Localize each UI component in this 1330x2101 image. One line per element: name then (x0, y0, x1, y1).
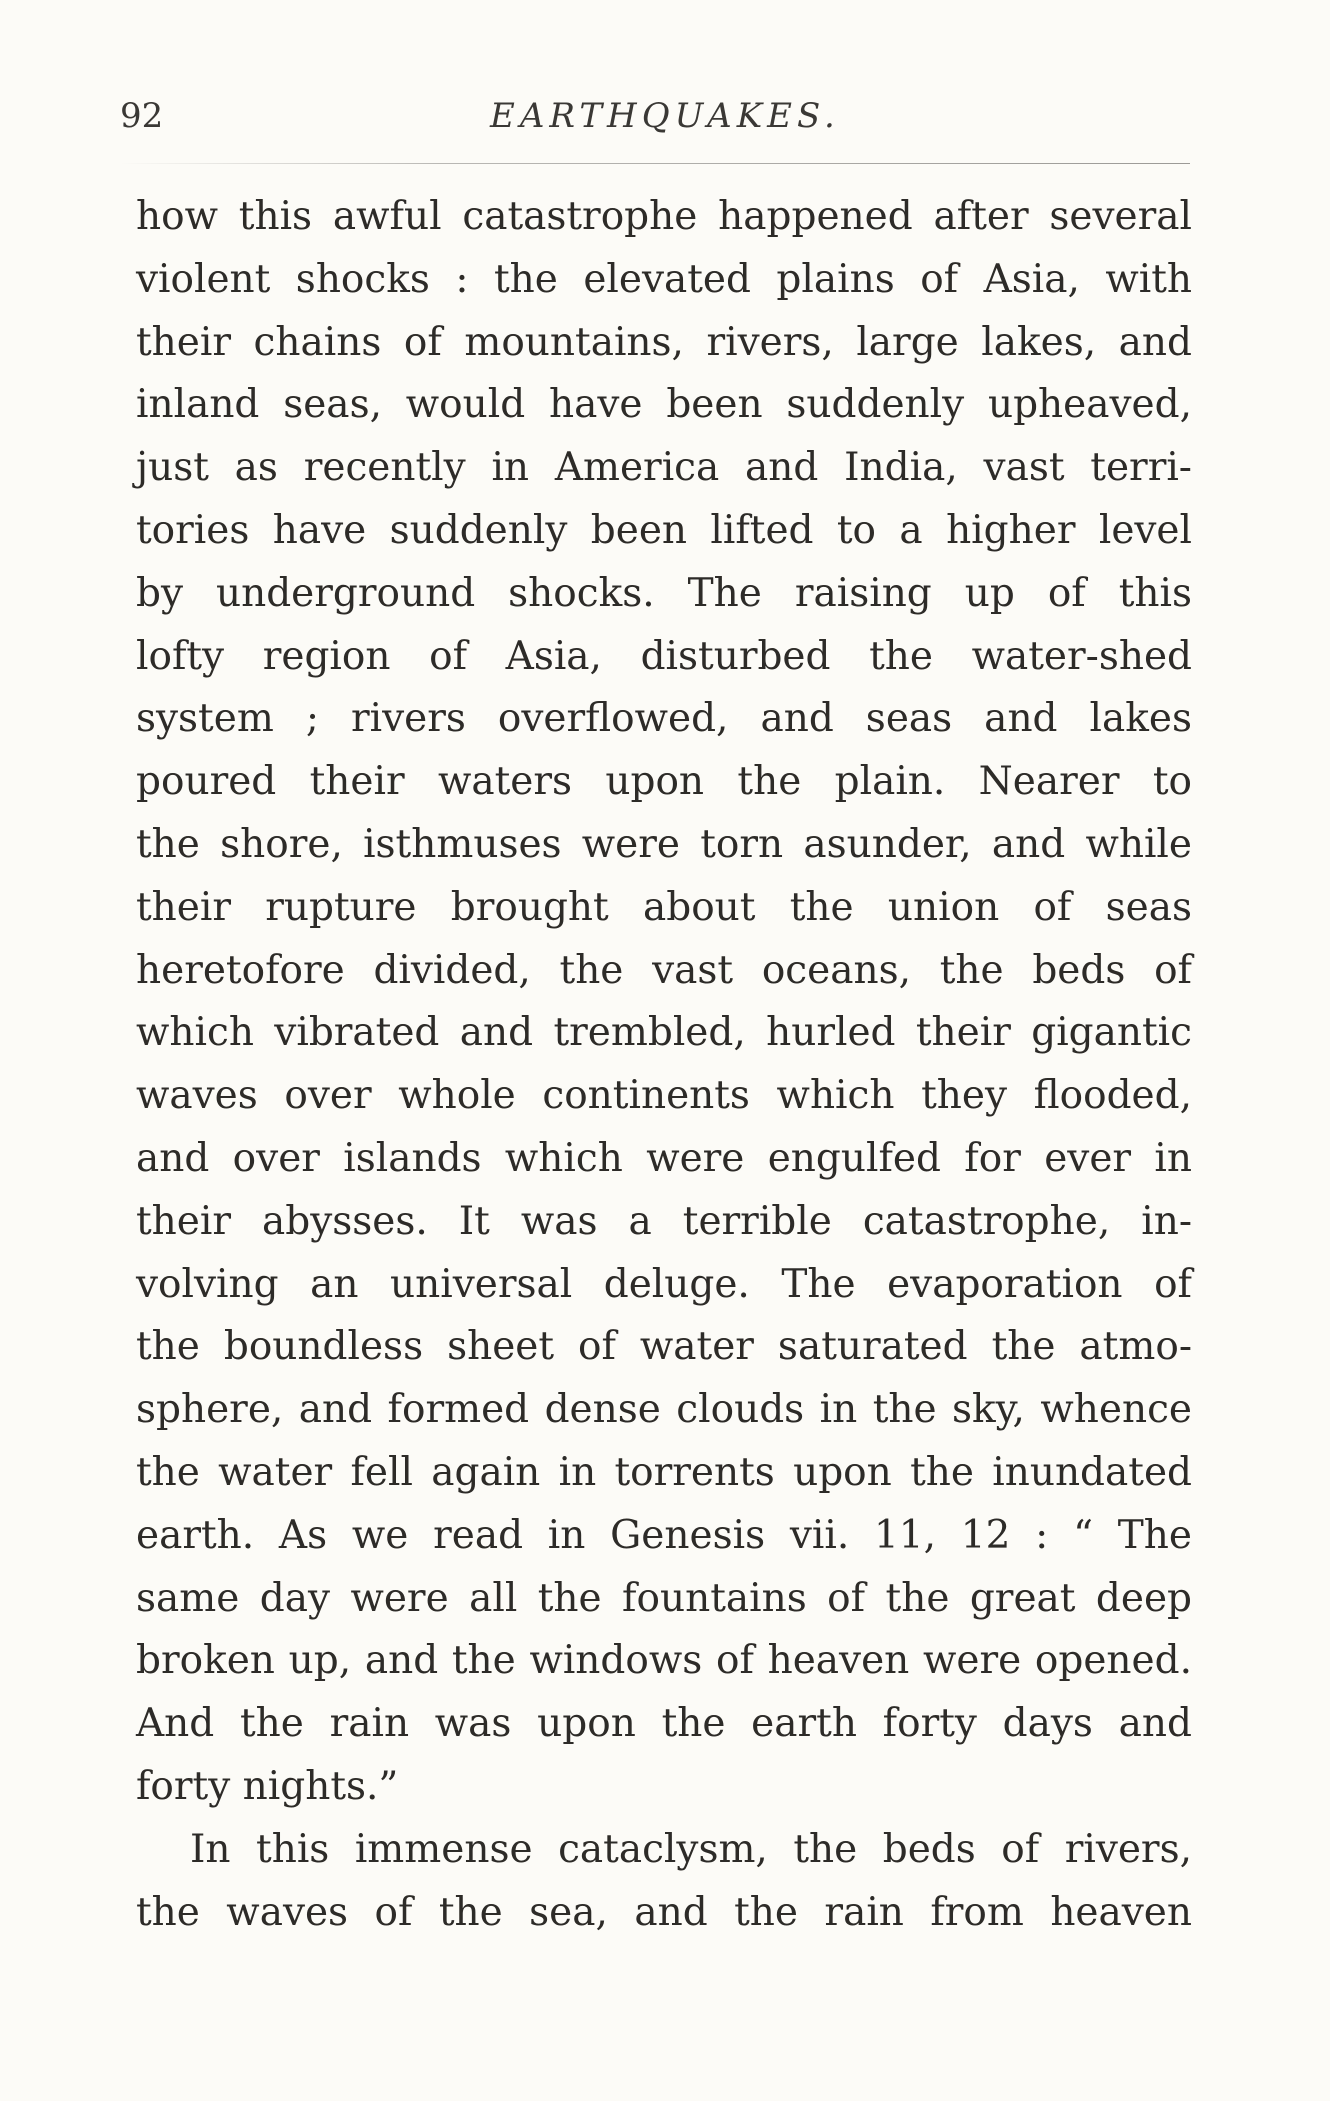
text-line: inland seas, would have been suddenly upheaved, (136, 382, 1192, 428)
text-line: lofty region of Asia, disturbed the water-shed (136, 633, 1192, 679)
text-line: the waves of the sea, and the rain from heaven (136, 1889, 1192, 1935)
text-line: the shore, isthmuses were torn asunder, and while (136, 821, 1192, 867)
text-line: which vibrated and trembled, hurled their gigantic (136, 1010, 1192, 1056)
text-line: same day were all the fountains of the great deep (136, 1575, 1192, 1621)
text-line: their rupture brought about the union of seas (136, 884, 1192, 930)
text-line: their chains of mountains, rivers, large lakes, and (136, 319, 1192, 365)
running-head (120, 96, 1190, 146)
text-line: earth. As we read in Genesis vii. 11, 12 : “ The (136, 1512, 1192, 1558)
text-line: the water fell again in torrents upon the inundated (136, 1449, 1192, 1495)
text-line: the boundless sheet of water saturated the atmo- (136, 1324, 1192, 1370)
text-line: by underground shocks. The raising up of this (136, 570, 1192, 616)
text-line: sphere, and formed dense clouds in the sky, whence (136, 1387, 1192, 1433)
header-rule (120, 163, 1190, 164)
text-line: And the rain was upon the earth forty days and (136, 1701, 1192, 1747)
text-line: volving an universal deluge. The evaporation of (136, 1261, 1192, 1307)
page-number: 92 (120, 96, 164, 136)
text-line: and over islands which were engulfed for ever in (136, 1135, 1192, 1181)
paragraph-end-line: forty nights.” (136, 1763, 399, 1809)
text-line: tories have suddenly been lifted to a higher level (136, 507, 1192, 553)
body-text (136, 186, 1192, 1944)
text-line: their abysses. It was a terrible catastrophe, in- (136, 1198, 1192, 1244)
text-line: just as recently in America and India, vast terri- (136, 445, 1192, 491)
text-line: broken up, and the windows of heaven were opened. (136, 1638, 1192, 1684)
text-line: waves over whole continents which they flooded, (136, 1073, 1192, 1119)
text-line: poured their waters upon the plain. Nearer to (136, 759, 1192, 805)
paragraph-start-line: In this immense cataclysm, the beds of rivers, (190, 1826, 1192, 1872)
text-line: heretofore divided, the vast oceans, the beds of (136, 947, 1192, 993)
text-line: violent shocks : the elevated plains of Asia, with (136, 256, 1192, 302)
running-title: EARTHQUAKES. (490, 96, 840, 136)
text-line: how this awful catastrophe happened after several (136, 194, 1192, 239)
text-line: system ; rivers overflowed, and seas and lakes (136, 696, 1192, 742)
